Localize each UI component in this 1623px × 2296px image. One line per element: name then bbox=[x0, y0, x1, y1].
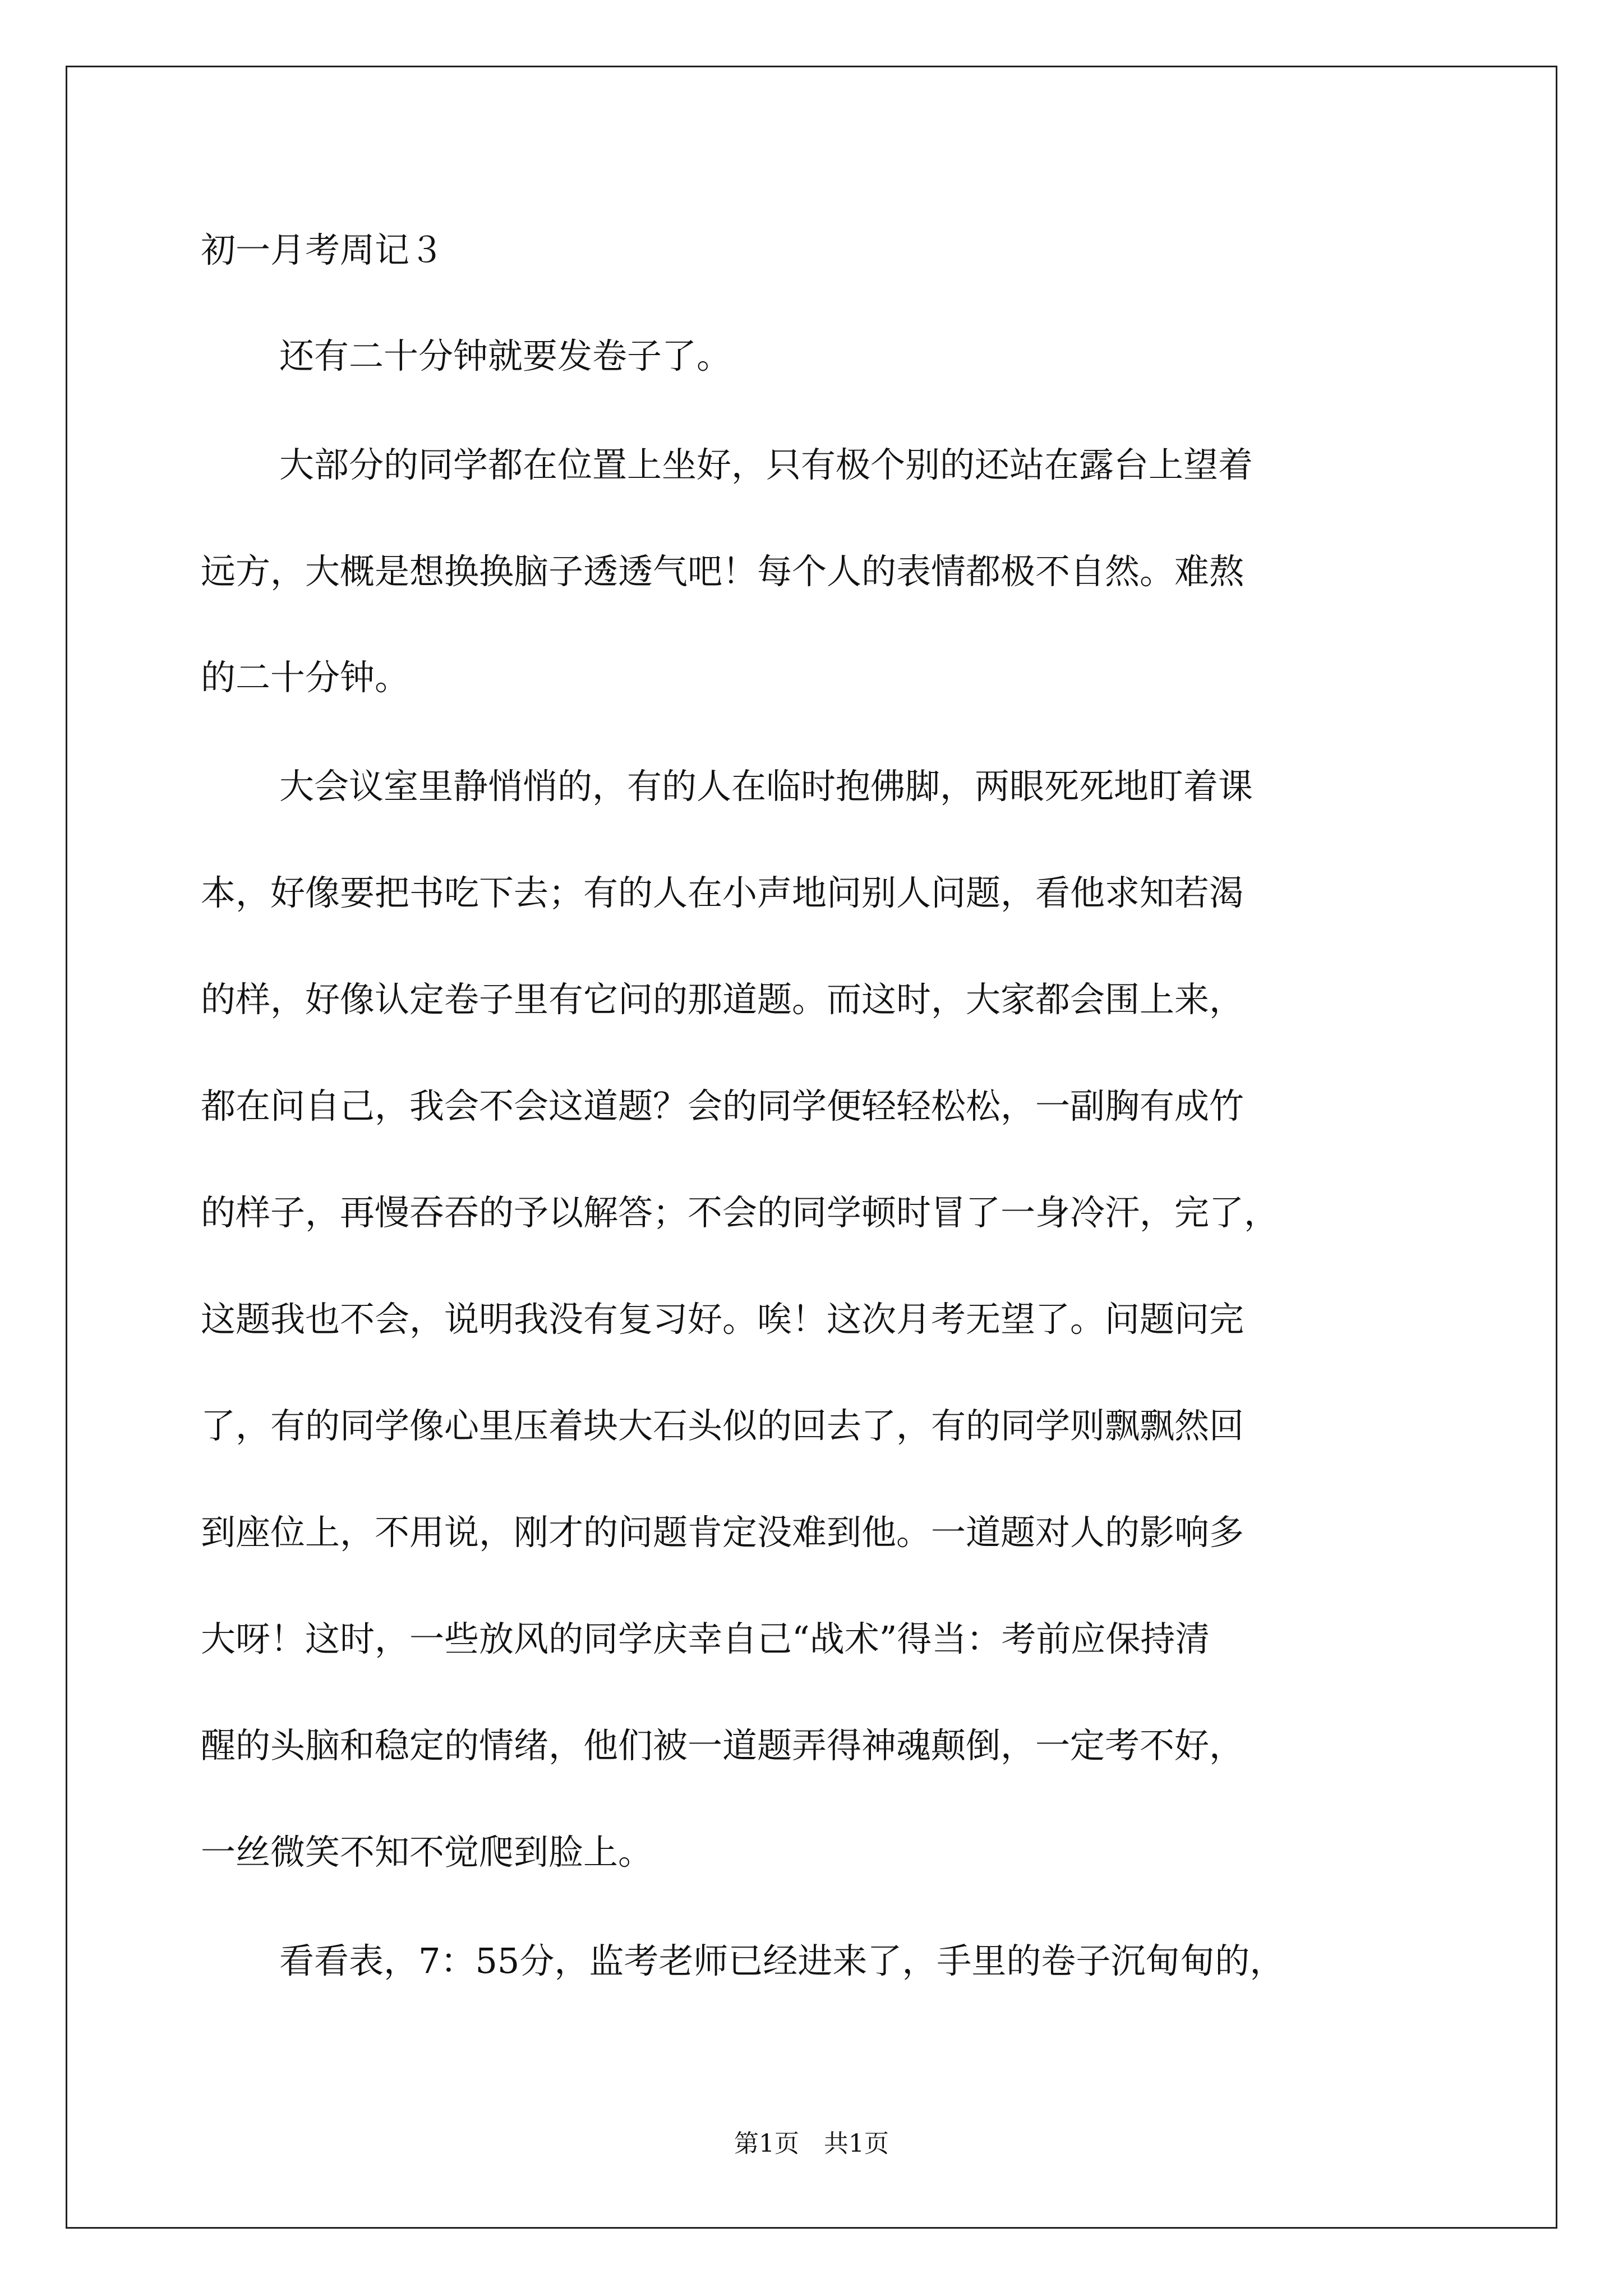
paragraph-line: 还有二十分钟就要发卷子了。 bbox=[279, 335, 732, 376]
page-total: 共1页 bbox=[824, 2129, 889, 2158]
paragraph-line: 大呀！这时，一些放风的同学庆幸自己“战术”得当：考前应保持清 bbox=[201, 1618, 1210, 1659]
paragraph-line: 大部分的同学都在位置上坐好，只有极个别的还站在露台上望着 bbox=[279, 444, 1253, 485]
paragraph-line: 的样子，再慢吞吞的予以解答；不会的同学顿时冒了一身冷汗，完了， bbox=[201, 1192, 1279, 1233]
paragraph-line: 看看表，7：55分，监考老师已经进来了，手里的卷子沉甸甸的， bbox=[279, 1940, 1285, 1981]
document-title: 初一月考周记３ bbox=[201, 229, 445, 270]
paragraph-line: 都在问自己，我会不会这道题？会的同学便轻轻松松，一副胸有成竹 bbox=[201, 1085, 1244, 1126]
paragraph-line: 一丝微笑不知不觉爬到脸上。 bbox=[201, 1832, 653, 1872]
page-number: 第1页 bbox=[734, 2129, 799, 2158]
paragraph-line: 醒的头脑和稳定的情绪，他们被一道题弄得神魂颠倒，一定考不好， bbox=[201, 1725, 1244, 1766]
paragraph-line: 的二十分钟。 bbox=[201, 657, 410, 698]
paragraph-line: 到座位上，不用说，刚才的问题肯定没难到他。一道题对人的影响多 bbox=[201, 1512, 1244, 1553]
paragraph-line: 大会议室里静悄悄的，有的人在临时抱佛脚，两眼死死地盯着课 bbox=[279, 766, 1253, 807]
page-border bbox=[66, 66, 1557, 2229]
paragraph-line: 这题我也不会，说明我没有复习好。唉！这次月考无望了。问题问完 bbox=[201, 1299, 1244, 1340]
page-footer bbox=[0, 2129, 1623, 2158]
paragraph-line: 本，好像要把书吃下去；有的人在小声地问别人问题，看他求知若渴 bbox=[201, 872, 1244, 913]
paragraph-line: 的样，好像认定卷子里有它问的那道题。而这时，大家都会围上来， bbox=[201, 979, 1244, 1020]
paragraph-line: 了，有的同学像心里压着块大石头似的回去了，有的同学则飘飘然回 bbox=[201, 1405, 1244, 1446]
paragraph-line: 远方，大概是想换换脑子透透气吧！每个人的表情都极不自然。难熬 bbox=[201, 551, 1244, 592]
